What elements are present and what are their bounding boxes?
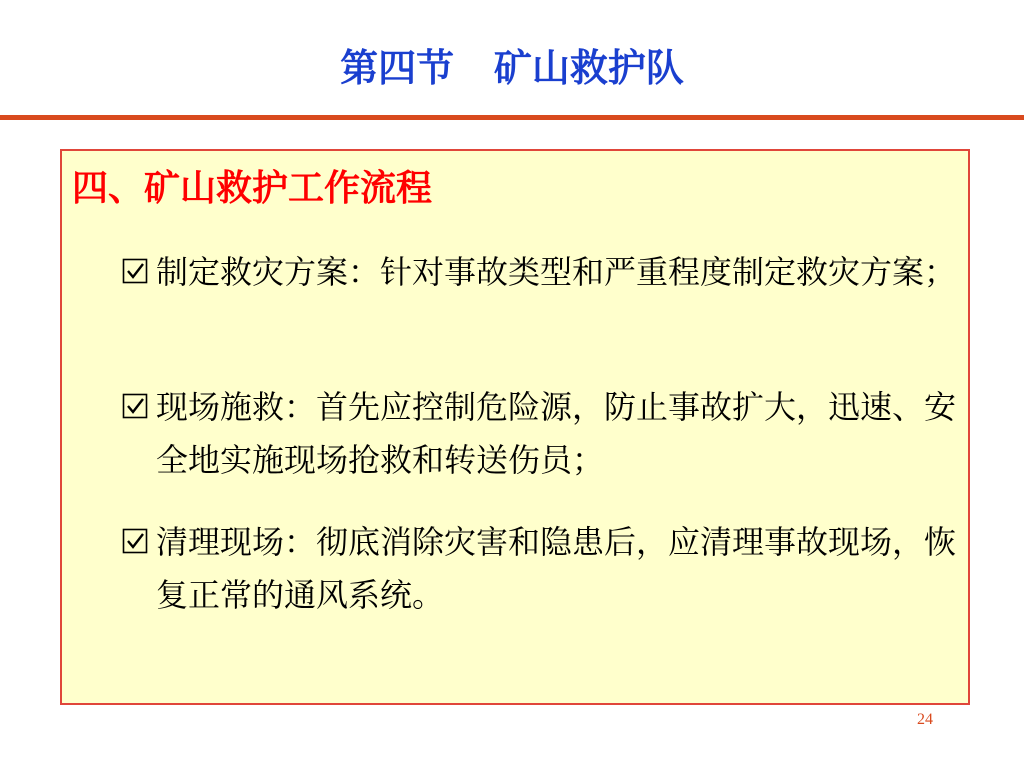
list-item-text: 清理现场：彻底消除灾害和隐患后，应清理事故现场，恢复正常的通风系统。	[156, 523, 957, 614]
list-item-text: 现场施救：首先应控制危险源，防止事故扩大，迅速、安全地实施现场抢救和转送伤员；	[156, 388, 957, 479]
section-heading: 四、矿山救护工作流程	[72, 167, 433, 209]
title-divider	[0, 115, 1024, 120]
checkbox-checked-icon	[122, 258, 148, 284]
page-number: 24	[917, 711, 933, 728]
list-item-text: 制定救灾方案：针对事故类型和严重程度制定救灾方案；	[156, 253, 957, 291]
slide-title: 第四节 矿山救护队	[340, 46, 684, 90]
checkbox-checked-icon	[122, 393, 148, 419]
checkbox-checked-icon	[122, 528, 148, 554]
